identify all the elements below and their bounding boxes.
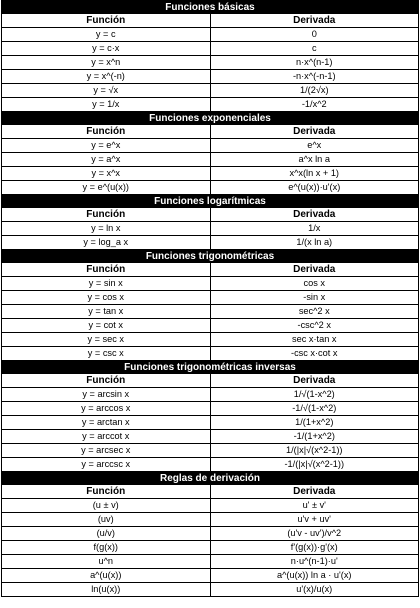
derivative-cell: e^x xyxy=(307,140,322,150)
derivative-cell: e^(u(x))·u'(x) xyxy=(288,182,341,192)
header-funcion: Función xyxy=(2,485,211,498)
header-derivada: Derivada xyxy=(293,15,336,26)
table-row xyxy=(2,318,418,332)
function-cell: y = sec x xyxy=(2,333,211,346)
derivative-cell: -1/x^2 xyxy=(301,99,327,109)
derivative-cell: (u'v - uv')/v^2 xyxy=(287,528,342,538)
table-row xyxy=(2,27,418,41)
table-row xyxy=(2,457,418,471)
section-4 xyxy=(1,360,419,471)
function-cell: y = 1/x xyxy=(2,98,211,111)
header-funcion: Función xyxy=(2,208,211,221)
function-cell: a^(u(x)) xyxy=(2,569,211,582)
function-cell: ln(u(x)) xyxy=(2,583,211,596)
derivative-cell: sec^2 x xyxy=(298,306,330,316)
column-header-row xyxy=(2,374,418,387)
table-row xyxy=(2,401,418,415)
table-row xyxy=(2,582,418,596)
derivative-cell: -sin x xyxy=(303,292,326,302)
table-row xyxy=(2,512,418,526)
table-row xyxy=(2,221,418,235)
derivative-cell: 1/√(1-x^2) xyxy=(293,389,335,399)
function-cell: y = arcsec x xyxy=(2,444,211,457)
function-cell: y = arcsin x xyxy=(2,388,211,401)
table-row xyxy=(2,429,418,443)
header-funcion: Función xyxy=(2,14,211,27)
derivative-cell: 1/(2√x) xyxy=(299,85,329,95)
derivative-cell: n·x^(n-1) xyxy=(296,57,333,67)
header-derivada: Derivada xyxy=(293,126,336,137)
header-funcion: Función xyxy=(2,374,211,387)
function-cell: (uv) xyxy=(2,513,211,526)
section-title: Funciones trigonométricas inversas xyxy=(2,361,418,374)
header-funcion: Función xyxy=(2,263,211,276)
table-row xyxy=(2,180,418,194)
column-header-row xyxy=(2,125,418,138)
table-row xyxy=(2,166,418,180)
derivative-cell: -csc x·cot x xyxy=(291,348,338,358)
derivative-cell: a^(u(x)) ln a · u'(x) xyxy=(277,570,352,580)
derivative-cell: 1/x xyxy=(308,223,321,233)
derivative-cell: f'(g(x))·g'(x) xyxy=(290,542,338,552)
function-cell: y = arccot x xyxy=(2,430,211,443)
table-row xyxy=(2,69,418,83)
function-cell: y = log_a x xyxy=(2,236,211,249)
table-row xyxy=(2,415,418,429)
function-cell: y = cos x xyxy=(2,291,211,304)
header-derivada: Derivada xyxy=(293,486,336,497)
column-header-row xyxy=(2,263,418,276)
function-cell: y = tan x xyxy=(2,305,211,318)
derivatives-table xyxy=(1,0,419,597)
table-row xyxy=(2,554,418,568)
table-row xyxy=(2,526,418,540)
derivative-cell: -n·x^(-n-1) xyxy=(292,71,336,81)
header-derivada: Derivada xyxy=(293,209,336,220)
derivative-cell: u'v + uv' xyxy=(297,514,331,524)
section-2 xyxy=(1,194,419,249)
derivative-cell: sec x·tan x xyxy=(292,334,337,344)
table-row xyxy=(2,235,418,249)
derivative-cell: -1/(|x|√(x^2-1)) xyxy=(284,459,345,469)
derivative-cell: -1/√(1-x^2) xyxy=(292,403,337,413)
function-cell: u^n xyxy=(2,555,211,568)
table-row xyxy=(2,83,418,97)
function-cell: y = x^(-n) xyxy=(2,70,211,83)
derivative-cell: x^x(ln x + 1) xyxy=(289,168,339,178)
function-cell: y = c·x xyxy=(2,42,211,55)
section-5 xyxy=(1,471,419,597)
header-derivada: Derivada xyxy=(293,264,336,275)
function-cell: y = sin x xyxy=(2,277,211,290)
function-cell: (u/v) xyxy=(2,527,211,540)
section-1 xyxy=(1,111,419,194)
table-row xyxy=(2,41,418,55)
function-cell: y = a^x xyxy=(2,153,211,166)
table-row xyxy=(2,152,418,166)
function-cell: y = e^(u(x)) xyxy=(2,181,211,194)
header-derivada: Derivada xyxy=(293,375,336,386)
section-0 xyxy=(1,0,419,111)
table-row xyxy=(2,304,418,318)
column-header-row xyxy=(2,14,418,27)
derivative-cell: 0 xyxy=(311,29,317,39)
section-3 xyxy=(1,249,419,360)
table-row xyxy=(2,138,418,152)
function-cell: y = x^x xyxy=(2,167,211,180)
table-row xyxy=(2,387,418,401)
section-title: Funciones básicas xyxy=(2,1,418,14)
function-cell: y = e^x xyxy=(2,139,211,152)
table-row xyxy=(2,332,418,346)
table-row xyxy=(2,540,418,554)
table-row xyxy=(2,290,418,304)
derivative-cell: c xyxy=(311,43,317,53)
header-funcion: Función xyxy=(2,125,211,138)
function-cell: y = arccos x xyxy=(2,402,211,415)
derivative-cell: u'(x)/u(x) xyxy=(296,584,333,594)
table-row xyxy=(2,55,418,69)
function-cell: f(g(x)) xyxy=(2,541,211,554)
function-cell: y = √x xyxy=(2,84,211,97)
table-row xyxy=(2,498,418,512)
derivative-cell: -1/(1+x^2) xyxy=(293,431,335,441)
derivative-cell: 1/(x ln a) xyxy=(296,237,333,247)
table-row xyxy=(2,568,418,582)
section-title: Reglas de derivación xyxy=(2,472,418,485)
function-cell: (u ± v) xyxy=(2,499,211,512)
function-cell: y = arctan x xyxy=(2,416,211,429)
table-row xyxy=(2,346,418,360)
derivative-cell: a^x ln a xyxy=(298,154,330,164)
derivative-cell: cos x xyxy=(303,278,325,288)
derivative-cell: u' ± v' xyxy=(302,500,326,510)
section-title: Funciones exponenciales xyxy=(2,112,418,125)
function-cell: y = cot x xyxy=(2,319,211,332)
derivative-cell: 1/(|x|√(x^2-1)) xyxy=(286,445,343,455)
column-header-row xyxy=(2,208,418,221)
table-row xyxy=(2,276,418,290)
function-cell: y = csc x xyxy=(2,347,211,360)
derivative-cell: n·u^(n-1)·u' xyxy=(290,556,338,566)
function-cell: y = arccsc x xyxy=(2,458,211,471)
column-header-row xyxy=(2,485,418,498)
table-row xyxy=(2,443,418,457)
section-title: Funciones logarítmicas xyxy=(2,195,418,208)
derivative-cell: 1/(1+x^2) xyxy=(295,417,334,427)
function-cell: y = c xyxy=(2,28,211,41)
table-row xyxy=(2,97,418,111)
section-title: Funciones trigonométricas xyxy=(2,250,418,263)
derivative-cell: -csc^2 x xyxy=(297,320,331,330)
function-cell: y = x^n xyxy=(2,56,211,69)
function-cell: y = ln x xyxy=(2,222,211,235)
